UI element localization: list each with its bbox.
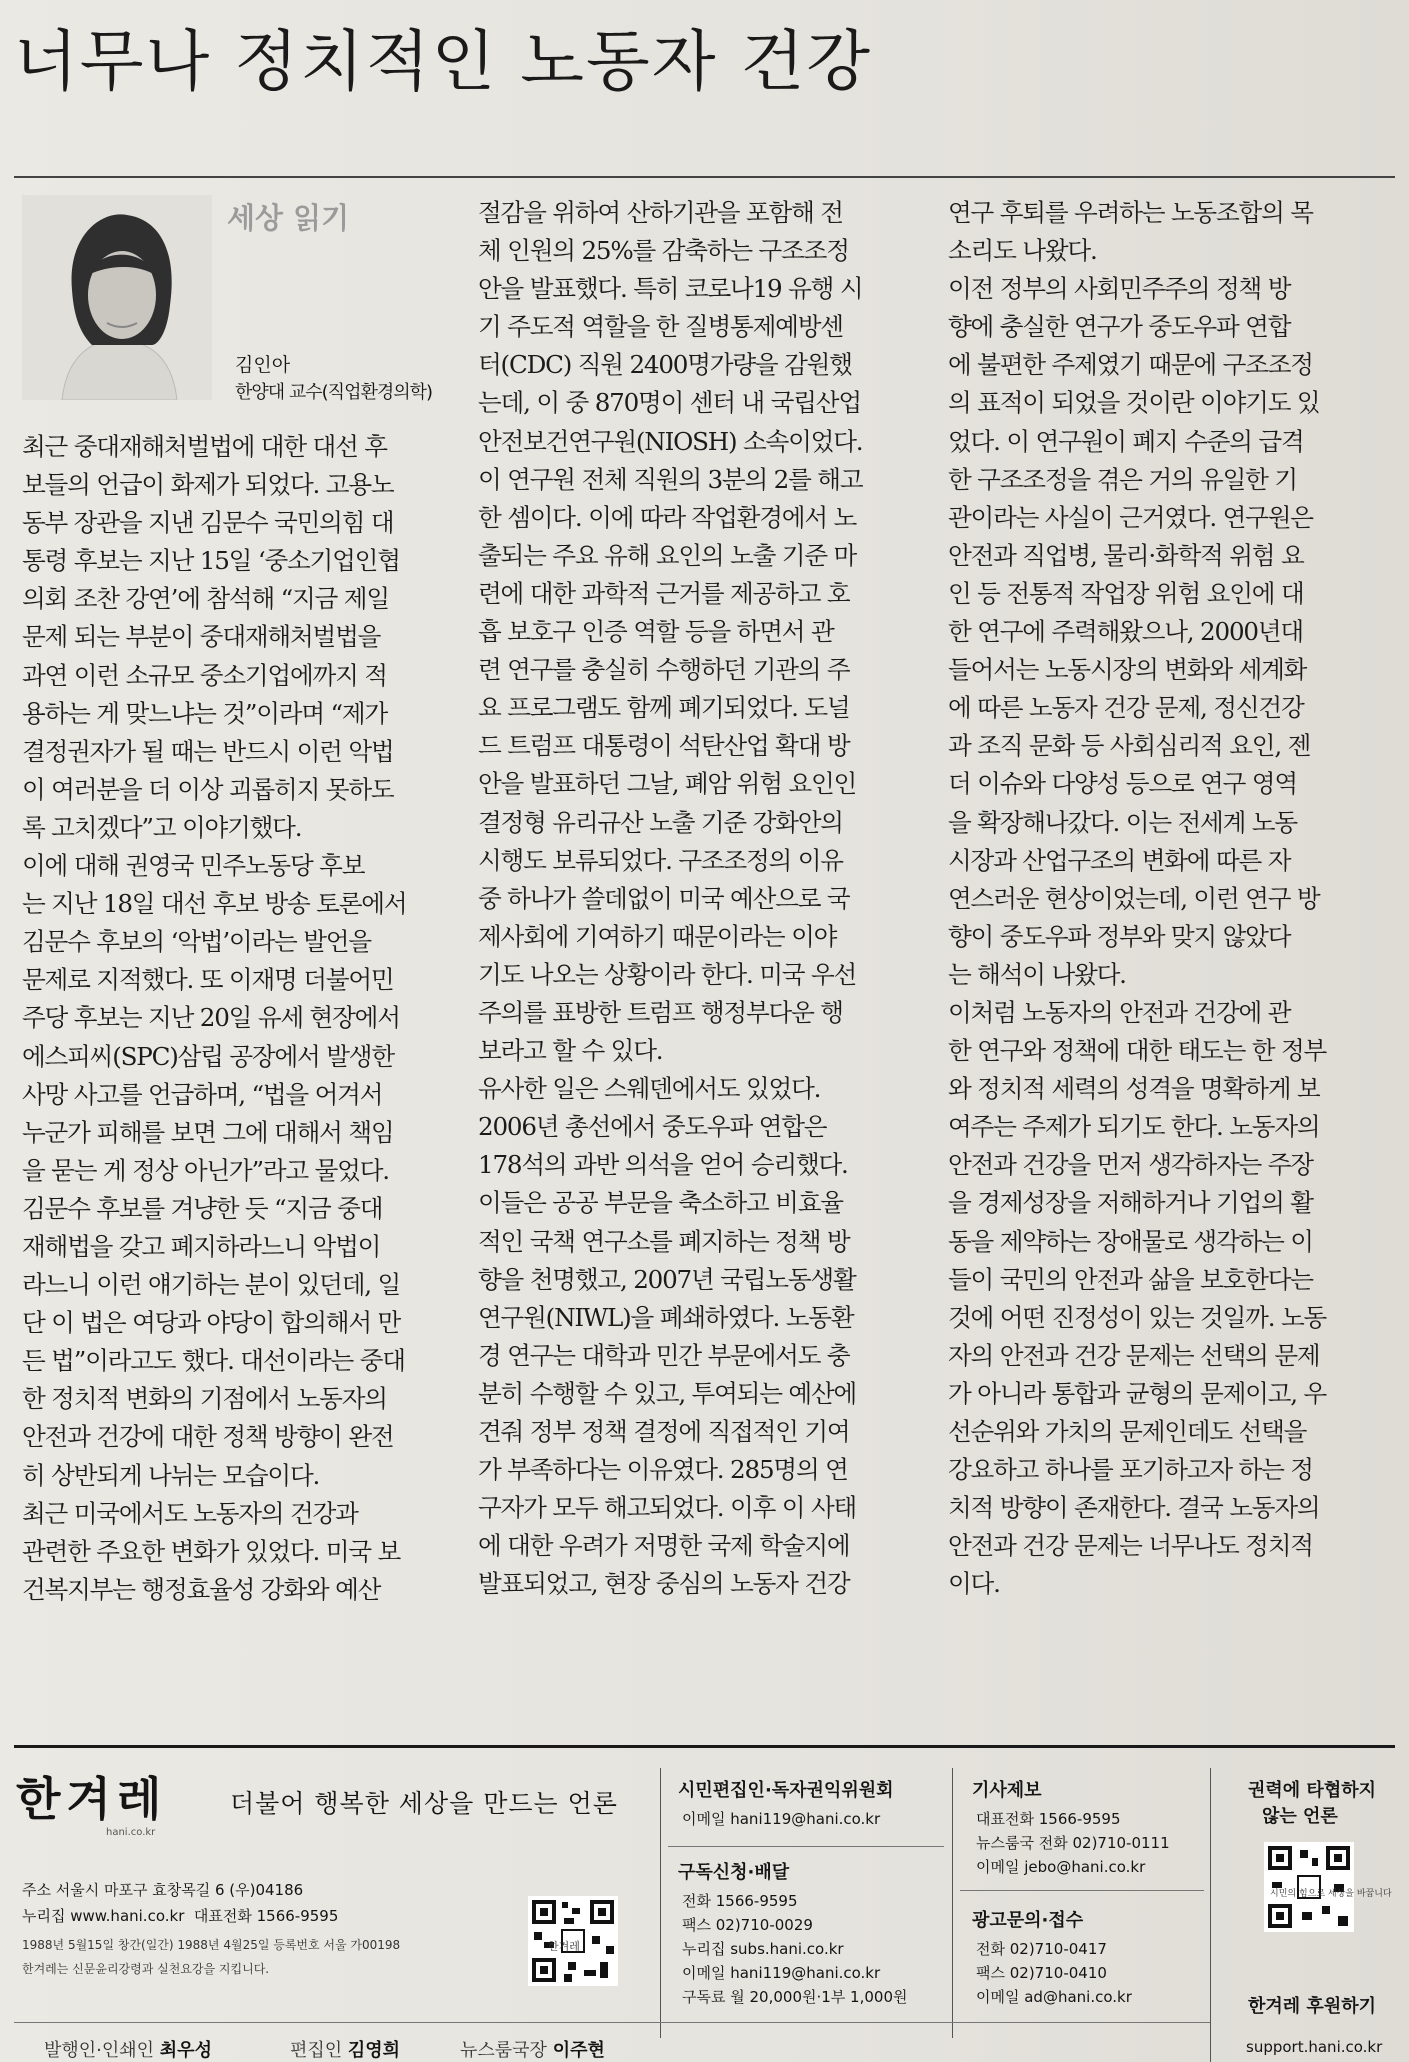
ads-phone: 전화 02)710-0417 (976, 1940, 1107, 1958)
footer-divider (14, 2022, 1210, 2023)
article-line: 시행도 보류되었다. 구조조정의 이유 (478, 845, 843, 875)
article-line: 안전과 건강에 대한 정책 방향이 완전 (22, 1422, 394, 1452)
article-line: 드 트럼프 대통령이 석탄산업 확대 방 (478, 731, 850, 761)
article-line: 향에 충실한 연구가 중도우파 연합 (948, 312, 1291, 342)
slogan: 더불어 행복한 세상을 만드는 언론 (230, 1789, 618, 1818)
article-line: 발표되었고, 현장 중심의 노동자 건강 (478, 1569, 850, 1599)
staff-role: 뉴스룸국장 (460, 2040, 547, 2061)
article-line: 치적 방향이 존재한다. 결국 노동자의 (948, 1493, 1320, 1523)
article-line: 련 연구를 충실히 수행하던 기관의 주 (478, 655, 850, 685)
article-line: 178석의 과반 의석을 얻어 승리했다. (478, 1150, 848, 1180)
subscription-title: 구독신청·배달 (678, 1862, 790, 1883)
article-line: 들이 국민의 안전과 삶을 보호한다는 (948, 1264, 1313, 1294)
article-line: 사망 사고를 언급하며, “법을 어겨서 (22, 1079, 383, 1109)
article-line: 자의 안전과 건강 문제는 선택의 문제 (948, 1340, 1320, 1370)
article-line: 것에 어떤 진정성이 있는 것일까. 노동 (948, 1302, 1327, 1332)
subscription-web: 누리집 subs.hani.co.kr (682, 1940, 844, 1958)
subscription-email: 이메일 hani119@hani.co.kr (682, 1964, 881, 1982)
article-line: 는 지난 18일 대선 후보 방송 토론에서 (22, 889, 407, 919)
hankyoreh-logo: 한겨레 (16, 1772, 168, 1826)
article-line: 히 상반되게 나뉘는 모습이다. (22, 1460, 320, 1490)
article-line: 보들의 언급이 화제가 되었다. 고용노 (22, 470, 394, 500)
staff-publisher (44, 2036, 212, 2062)
article-line: 누군가 피해를 보면 그에 대해서 책임 (22, 1117, 394, 1147)
ads-fax: 팩스 02)710-0410 (976, 1964, 1107, 1982)
article-line: 안전보건연구원(NIOSH) 소속이었다. (478, 426, 863, 456)
article-column-3 (948, 194, 1388, 1603)
article-line: 을 경제성장을 저해하거나 기업의 활 (948, 1188, 1313, 1218)
article-line: 이다. (948, 1569, 1000, 1599)
article-line: 통령 후보는 지난 15일 ‘중소기업인협 (22, 546, 400, 576)
article-line: 터(CDC) 직원 2400명가량을 감원했 (478, 350, 852, 380)
article-line: 출되는 주요 유해 요인의 노출 기준 마 (478, 540, 857, 570)
motto-line-2: 않는 언론 (1262, 1806, 1338, 1827)
article-line: 한 셈이다. 이에 따라 작업환경에서 노 (478, 502, 857, 532)
article-line: 었다. 이 연구원이 폐지 수준의 급격 (948, 426, 1304, 456)
article-line: 향을 천명했고, 2007년 국립노동생활 (478, 1264, 856, 1294)
article-line: 이처럼 노동자의 안전과 건강에 관 (948, 997, 1291, 1027)
staff-role: 편집인 (290, 2040, 343, 2061)
footer-divider (952, 1768, 953, 2038)
article-line: 을 묻는 게 정상 아닌가”라고 물었다. (22, 1155, 389, 1185)
article-line: 안전과 직업병, 물리·화학적 위험 요 (948, 540, 1304, 570)
article-line: 에 대한 우려가 저명한 국제 학술지에 (478, 1531, 850, 1561)
article-line: 가 아니라 통합과 균형의 문제이고, 우 (948, 1378, 1327, 1408)
article-line: 의회 조찬 강연’에 참석해 “지금 제일 (22, 584, 389, 614)
article-line: 이 연구원 전체 직원의 3분의 2를 해고 (478, 464, 863, 494)
footer-divider (960, 1890, 1204, 1891)
ads-email: 이메일 ad@hani.co.kr (976, 1988, 1132, 2006)
article-line: 더 이슈와 다양성 등으로 연구 영역 (948, 769, 1297, 799)
article-line: 이에 대해 권영국 민주노동당 후보 (22, 851, 365, 881)
article-line: 련에 대한 과학적 근거를 제공하고 호 (478, 578, 850, 608)
tips-title: 기사제보 (972, 1780, 1042, 1801)
qr-label: 한겨레 (548, 1940, 580, 1953)
main-phone: 대표전화 1566-9595 (193, 1907, 339, 1925)
article-line: 관이라는 사실이 근거였다. 연구원은 (948, 502, 1313, 532)
article-line: 에스피씨(SPC)삼립 공장에서 발생한 (22, 1041, 394, 1071)
article-line: 한 정치적 변화의 기점에서 노동자의 (22, 1384, 387, 1414)
tips-email: 이메일 jebo@hani.co.kr (976, 1858, 1146, 1876)
article-line: 최근 중대재해처벌법에 대한 대선 후 (22, 432, 387, 461)
subscription-phone: 전화 1566-9595 (682, 1892, 798, 1910)
article-line: 동을 제약하는 장애물로 생각하는 이 (948, 1226, 1313, 1256)
website (22, 1905, 338, 1927)
ethics-statement: 한겨레는 신문윤리강령과 실천요강을 지킵니다. (22, 1962, 270, 1976)
ombudsman-title: 시민편집인·독자권익위원회 (678, 1780, 894, 1801)
subscription-fax: 팩스 02)710-0029 (682, 1916, 813, 1934)
article-line: 시장과 산업구조의 변화에 따른 자 (948, 845, 1291, 875)
article-line: 는데, 이 중 870명이 센터 내 국립산업 (478, 388, 861, 418)
article-line: 향이 중도우파 정부와 맞지 않았다 (948, 921, 1291, 951)
support-url[interactable]: support.hani.co.kr (1246, 2038, 1383, 2056)
article-line: 연구원(NIWL)을 폐쇄하였다. 노동환 (478, 1302, 854, 1332)
article-line: 의 표적이 되었을 것이란 이야기도 있 (948, 388, 1320, 418)
registration: 1988년 5월15일 창간(일간) 1988년 4월25일 등록번호 서울 가00198 (22, 1938, 401, 1952)
article-line: 안을 발표하던 그날, 폐암 위험 요인인 (478, 769, 857, 799)
article-line: 관련한 주요한 변화가 있었다. 미국 보 (22, 1536, 401, 1566)
article-line: 안전과 건강 문제는 너무나도 정치적 (948, 1531, 1313, 1561)
article-line: 기도 나오는 상황이라 한다. 미국 우선 (478, 959, 857, 989)
article-line: 재해법을 갖고 폐지하라느니 악법이 (22, 1231, 381, 1261)
staff-name: 최우성 (159, 2040, 212, 2061)
article-line: 요 프로그램도 함께 폐기되었다. 도널 (478, 693, 850, 723)
staff-name: 이주현 (552, 2040, 605, 2061)
article-column-2 (478, 194, 918, 1603)
article-line: 한 구조조정을 겪은 거의 유일한 기 (948, 464, 1297, 494)
staff-editor (290, 2036, 400, 2062)
motto-line-1: 권력에 타협하지 (1248, 1780, 1376, 1801)
article-column-1 (22, 428, 462, 1609)
article-line: 에 불편한 주제였기 때문에 구조조정 (948, 350, 1313, 380)
author-name: 김인아 (235, 354, 291, 376)
article-line: 결정권자가 될 때는 반드시 이런 악법 (22, 736, 394, 766)
subscription-fee: 구독료 월 20,000원·1부 1,000원 (682, 1988, 908, 2006)
tips-newsroom-phone: 뉴스룸국 전화 02)710-0111 (976, 1834, 1170, 1852)
article-line: 소리도 나왔다. (948, 236, 1097, 266)
article-line: 2006년 총선에서 중도우파 연합은 (478, 1112, 827, 1142)
article-line: 인 등 전통적 작업장 위험 요인에 대 (948, 578, 1304, 608)
footer-divider (1210, 1768, 1211, 2062)
top-rule (14, 176, 1395, 178)
website-text: 누리집 www.hani.co.kr (22, 1907, 185, 1925)
article-line: 록 고치겠다”고 이야기했다. (22, 812, 302, 842)
article-line: 유사한 일은 스웨덴에서도 있었다. (478, 1074, 821, 1104)
address: 주소 서울시 마포구 효창목길 6 (우)04186 (22, 1881, 304, 1899)
article-line: 선순위와 가치의 문제인데도 선택을 (948, 1417, 1307, 1446)
article-line: 최근 미국에서도 노동자의 건강과 (22, 1498, 358, 1528)
article-line: 가 부족하다는 이유였다. 285명의 연 (478, 1455, 848, 1485)
article-line: 동부 장관을 지낸 김문수 국민의힘 대 (22, 508, 394, 538)
article-line: 에 따른 노동자 건강 문제, 정신건강 (948, 693, 1304, 723)
article-line: 을 확장해나갔다. 이는 전세계 노동 (948, 807, 1297, 837)
staff-newsroom-chief (460, 2036, 605, 2062)
article-line: 경 연구는 대학과 민간 부문에서도 충 (478, 1340, 850, 1370)
article-line: 흡 보호구 인증 역할 등을 하면서 관 (478, 617, 834, 647)
article-line: 와 정치적 세력의 성격을 명확하게 보 (948, 1074, 1320, 1104)
footer-divider (668, 1846, 944, 1847)
article-line: 체 인원의 25%를 감축하는 구조조정 (478, 236, 849, 266)
article-line: 한 연구에 주력해왔으나, 2000년대 (948, 617, 1303, 647)
headline: 너무나 정치적인 노동자 건강 (14, 23, 873, 100)
article-line: 라느니 이런 얘기하는 분이 있던데, 일 (22, 1270, 401, 1300)
article-line: 안전과 건강을 먼저 생각하자는 주장 (948, 1150, 1313, 1180)
article-line: 한 연구와 정책에 대한 태도는 한 정부 (948, 1036, 1327, 1066)
article-line: 연구 후퇴를 우려하는 노동조합의 목 (948, 198, 1313, 227)
article-line: 이전 정부의 사회민주주의 정책 방 (948, 274, 1291, 304)
article-line: 적인 국책 연구소를 폐지하는 정책 방 (478, 1226, 850, 1256)
tips-main-phone: 대표전화 1566-9595 (976, 1810, 1121, 1828)
footer-divider (660, 1768, 661, 2038)
column-name: 세상 읽기 (227, 201, 350, 235)
author-title: 한양대 교수(직업환경의학) (235, 382, 433, 403)
article-line: 결정형 유리규산 노출 기준 강화안의 (478, 807, 843, 837)
article-line: 여주는 주제가 되기도 한다. 노동자의 (948, 1112, 1320, 1142)
article-line: 절감을 위하여 산하기관을 포함해 전 (478, 198, 843, 227)
staff-role: 발행인·인쇄인 (44, 2040, 155, 2061)
support-qr-label: 시민의 힘으로 세상을 바꿉니다 (1270, 1889, 1392, 1899)
article-line: 주당 후보는 지난 20일 유세 현장에서 (22, 1003, 400, 1033)
article-line: 견줘 정부 정책 결정에 직접적인 기여 (478, 1417, 850, 1446)
article-line: 과연 이런 소규모 중소기업에까지 적 (22, 660, 387, 690)
article-line: 이들은 공공 부문을 축소하고 비효율 (478, 1188, 843, 1218)
article-line: 는 해석이 나왔다. (948, 959, 1126, 989)
article-line: 안을 발표했다. 특히 코로나19 유행 시 (478, 274, 863, 304)
article-line: 건복지부는 행정효율성 강화와 예산 (22, 1574, 381, 1604)
footer-rule (14, 1745, 1395, 1748)
article-line: 김문수 후보의 ‘악법’이라는 발언을 (22, 927, 371, 957)
article-line: 제사회에 기여하기 때문이라는 이야 (478, 921, 837, 951)
author-portrait (22, 195, 212, 400)
article-line: 들어서는 노동시장의 변화와 세계화 (948, 655, 1307, 685)
article-line: 든 법”이라고도 했다. 대선이라는 중대 (22, 1346, 405, 1376)
article-line: 중 하나가 쓸데없이 미국 예산으로 국 (478, 883, 850, 913)
article-line: 강요하고 하나를 포기하고자 하는 정 (948, 1455, 1313, 1485)
article-line: 주의를 표방한 트럼프 행정부다운 행 (478, 997, 843, 1027)
article-line: 기 주도적 역할을 한 질병통제예방센 (478, 312, 843, 342)
staff-name: 김영희 (347, 2040, 401, 2061)
article-line: 문제로 지적했다. 또 이재명 더불어민 (22, 965, 394, 995)
ads-title: 광고문의·접수 (972, 1910, 1084, 1931)
article-line: 문제 되는 부분이 중대재해처벌법을 (22, 622, 381, 652)
article-line: 과 조직 문화 등 사회심리적 요인, 젠 (948, 731, 1311, 761)
article-line: 김문수 후보를 겨냥한 듯 “지금 중대 (22, 1193, 383, 1223)
support-title: 한겨레 후원하기 (1248, 1996, 1376, 2017)
article-line: 연스러운 현상이었는데, 이런 연구 방 (948, 883, 1320, 913)
article-line: 분히 수행할 수 있고, 투여되는 예산에 (478, 1378, 857, 1408)
article-line: 이 여러분을 더 이상 괴롭히지 못하도 (22, 774, 394, 804)
article-line: 보라고 할 수 있다. (478, 1036, 663, 1066)
ombudsman-email: 이메일 hani119@hani.co.kr (682, 1810, 881, 1828)
logo-url: hani.co.kr (106, 1827, 156, 1838)
article-line: 용하는 게 맞느냐는 것”이라며 “제가 (22, 698, 388, 728)
article-line: 단 이 법은 여당과 야당이 합의해서 만 (22, 1308, 401, 1338)
article-line: 구자가 모두 해고되었다. 이후 이 사태 (478, 1493, 857, 1523)
